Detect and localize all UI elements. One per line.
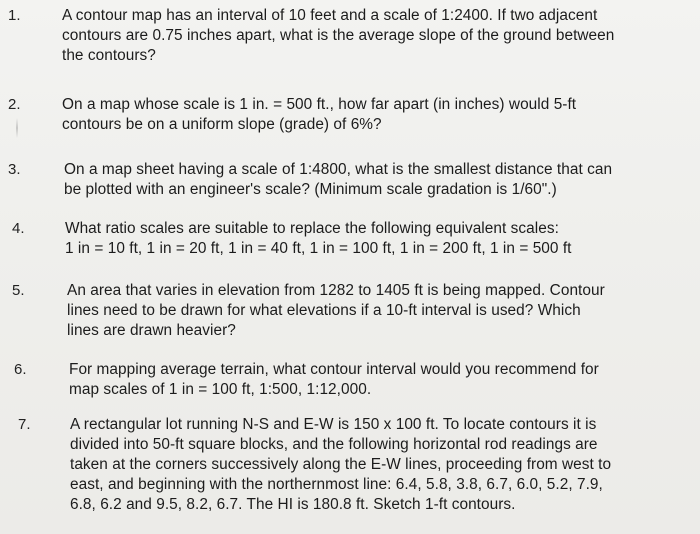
text-line: lines are drawn heavier? [67, 322, 236, 339]
problem-number: 7. [18, 416, 31, 433]
text-line: A contour map has an interval of 10 feet and a scale of 1:2400. If two adjacent [62, 7, 598, 24]
scan-artifact [16, 118, 18, 138]
problem-number: 4. [12, 220, 25, 237]
problem-text [70, 415, 611, 515]
problem-text [69, 360, 599, 400]
problem-text [62, 6, 614, 66]
text-line: On a map whose scale is 1 in. = 500 ft., how far apart (in inches) would 5-ft [62, 96, 577, 113]
problem-text [65, 219, 572, 259]
text-line: On a map sheet having a scale of 1:4800, what is the smallest distance that can [64, 161, 613, 178]
problem-text [64, 160, 612, 200]
text-line: the contours? [62, 47, 156, 64]
problem-text [67, 281, 605, 341]
text-line: divided into 50-ft square blocks, and the following horizontal rod readings are [70, 436, 598, 453]
text-line: be plotted with an engineer's scale? (Minimum scale gradation is 1/60".) [64, 181, 557, 198]
text-line: For mapping average terrain, what contour interval would you recommend for [69, 361, 599, 378]
problem-number: 3. [8, 161, 21, 178]
text-line: map scales of 1 in = 100 ft, 1:500, 1:12,000. [69, 381, 372, 398]
problem-number: 2. [8, 96, 21, 113]
text-line: 6.8, 6.2 and 9.5, 8.2, 6.7. The HI is 180.8 ft. Sketch 1-ft contours. [70, 496, 516, 513]
problem-number: 5. [12, 282, 25, 299]
text-line: taken at the corners successively along the E-W lines, proceeding from west to [70, 456, 612, 473]
text-line: lines need to be drawn for what elevations if a 10-ft interval is used? Which [67, 302, 581, 319]
problem-text [62, 95, 576, 135]
text-line: What ratio scales are suitable to replace the following equivalent scales: [65, 220, 559, 237]
text-line: contours be on a uniform slope (grade) of 6%? [62, 116, 382, 133]
text-line: east, and beginning with the northernmost line: 6.4, 5.8, 3.8, 6.7, 6.0, 5.2, 7.9, [70, 476, 603, 493]
problem-number: 1. [8, 7, 21, 24]
text-line: contours are 0.75 inches apart, what is the average slope of the ground between [62, 27, 615, 44]
text-line: A rectangular lot running N-S and E-W is 150 x 100 ft. To locate contours it is [70, 416, 597, 433]
problem-number: 6. [14, 361, 27, 378]
text-line: An area that varies in elevation from 1282 to 1405 ft is being mapped. Contour [67, 282, 605, 299]
text-line: 1 in = 10 ft, 1 in = 20 ft, 1 in = 40 ft, 1 in = 100 ft, 1 in = 200 ft, 1 in = 500 ft [65, 240, 572, 257]
